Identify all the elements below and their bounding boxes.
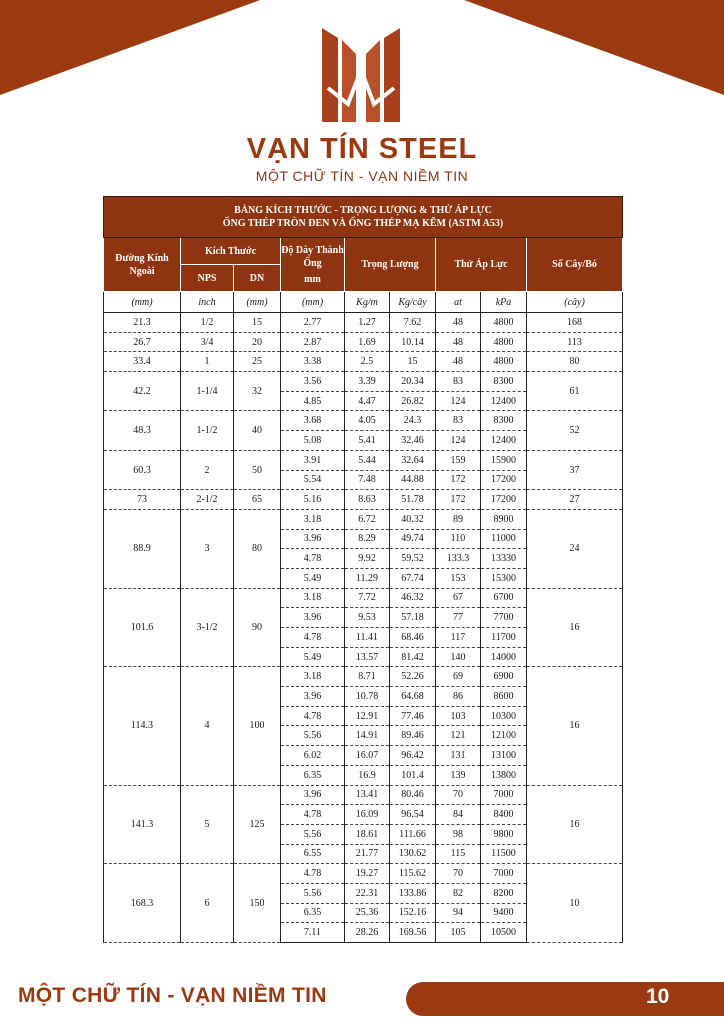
cell-wall-thickness: 5.49	[281, 568, 345, 588]
cell-pressure-at: 48	[436, 352, 481, 372]
unit-cell: (mm)	[234, 292, 281, 313]
cell-pressure-kpa: 13100	[481, 746, 527, 766]
cell-pressure-at: 105	[436, 923, 481, 943]
cell-pressure-kpa: 14000	[481, 647, 527, 667]
cell-weight-kg-piece: 89.46	[390, 726, 436, 746]
unit-cell: (mm)	[104, 292, 181, 313]
cell-pressure-kpa: 8600	[481, 687, 527, 707]
cell-weight-kg-m: 13.57	[345, 647, 390, 667]
cell-weight-kg-piece: 77.46	[390, 706, 436, 726]
cell-weight-kg-m: 8.71	[345, 667, 390, 687]
cell-pressure-kpa: 12400	[481, 431, 527, 451]
cell-pieces-per-bundle: 80	[527, 352, 623, 372]
cell-weight-kg-m: 22.31	[345, 883, 390, 903]
cell-pressure-at: 70	[436, 864, 481, 884]
cell-weight-kg-piece: 68.46	[390, 628, 436, 648]
cell-pressure-kpa: 4800	[481, 332, 527, 352]
cell-weight-kg-m: 28.26	[345, 923, 390, 943]
cell-dn: 15	[234, 313, 281, 333]
cell-weight-kg-piece: 20.34	[390, 372, 436, 392]
table-row	[104, 372, 623, 392]
table-body	[104, 313, 623, 943]
table-row	[104, 332, 623, 352]
cell-weight-kg-m: 5.41	[345, 431, 390, 451]
cell-wall-thickness: 3.91	[281, 450, 345, 470]
cell-weight-kg-piece: 15	[390, 352, 436, 372]
cell-weight-kg-piece: 130.62	[390, 844, 436, 864]
cell-nps: 1-1/4	[181, 372, 234, 411]
cell-pressure-kpa: 6900	[481, 667, 527, 687]
cell-pressure-kpa: 13330	[481, 549, 527, 569]
header-weight: Trọng Lượng	[345, 238, 436, 292]
units-row	[104, 292, 623, 313]
page-number: 10	[646, 985, 670, 1008]
table-row	[104, 411, 623, 431]
cell-weight-kg-piece: 80.46	[390, 785, 436, 805]
cell-weight-kg-m: 16.09	[345, 805, 390, 825]
cell-outer-diameter: 114.3	[104, 667, 181, 785]
cell-pressure-at: 89	[436, 509, 481, 529]
cell-dn: 80	[234, 509, 281, 588]
cell-pressure-at: 172	[436, 470, 481, 490]
table-row	[104, 450, 623, 470]
cell-pressure-kpa: 8300	[481, 411, 527, 431]
cell-wall-thickness: 3.38	[281, 352, 345, 372]
cell-weight-kg-m: 25.36	[345, 903, 390, 923]
cell-pieces-per-bundle: 16	[527, 667, 623, 785]
cell-weight-kg-piece: 49.74	[390, 529, 436, 549]
cell-weight-kg-m: 11.41	[345, 628, 390, 648]
cell-pressure-kpa: 7000	[481, 864, 527, 884]
cell-weight-kg-m: 9.92	[345, 549, 390, 569]
cell-pressure-kpa: 4800	[481, 313, 527, 333]
header-wall-thickness-unit: mm	[304, 273, 321, 285]
cell-outer-diameter: 168.3	[104, 864, 181, 943]
cell-nps: 4	[181, 667, 234, 785]
cell-pieces-per-bundle: 16	[527, 785, 623, 864]
header-outer-diameter: Đường Kính Ngoài	[104, 238, 181, 292]
cell-pressure-kpa: 11000	[481, 529, 527, 549]
cell-pressure-kpa: 9400	[481, 903, 527, 923]
cell-pressure-kpa: 8200	[481, 883, 527, 903]
cell-pressure-at: 67	[436, 588, 481, 608]
cell-nps: 3	[181, 509, 234, 588]
cell-pressure-kpa: 4800	[481, 352, 527, 372]
cell-pressure-at: 172	[436, 490, 481, 510]
cell-wall-thickness: 5.16	[281, 490, 345, 510]
cell-pressure-kpa: 12100	[481, 726, 527, 746]
cell-wall-thickness: 5.49	[281, 647, 345, 667]
table-row	[104, 588, 623, 608]
cell-weight-kg-piece: 57.18	[390, 608, 436, 628]
cell-wall-thickness: 3.18	[281, 588, 345, 608]
brand-logo-icon	[318, 26, 404, 124]
unit-cell: inch	[181, 292, 234, 313]
unit-cell: (cây)	[527, 292, 623, 313]
cell-nps: 3-1/2	[181, 588, 234, 667]
cell-pressure-at: 131	[436, 746, 481, 766]
cell-weight-kg-piece: 52.26	[390, 667, 436, 687]
cell-dn: 40	[234, 411, 281, 450]
header-pieces-per-bundle: Số Cây/Bó	[527, 238, 623, 292]
cell-pressure-kpa: 8900	[481, 509, 527, 529]
cell-pressure-kpa: 8300	[481, 372, 527, 392]
cell-wall-thickness: 5.08	[281, 431, 345, 451]
table-title-line1: BẢNG KÍCH THƯỚC - TRỌNG LƯỢNG & THỬ ÁP LỰC	[234, 205, 492, 216]
cell-pressure-kpa: 17200	[481, 490, 527, 510]
cell-pressure-at: 48	[436, 313, 481, 333]
table-row	[104, 313, 623, 333]
cell-weight-kg-m: 7.48	[345, 470, 390, 490]
cell-pressure-kpa: 13800	[481, 765, 527, 785]
cell-wall-thickness: 6.02	[281, 746, 345, 766]
cell-outer-diameter: 21.3	[104, 313, 181, 333]
unit-cell: Kg/m	[345, 292, 390, 313]
cell-pressure-kpa: 10300	[481, 706, 527, 726]
cell-weight-kg-m: 9.53	[345, 608, 390, 628]
footer-slogan: MỘT CHỮ TÍN - VẠN NIỀM TIN	[18, 984, 327, 1007]
cell-wall-thickness: 7.11	[281, 923, 345, 943]
cell-pieces-per-bundle: 61	[527, 372, 623, 411]
cell-weight-kg-piece: 111.66	[390, 824, 436, 844]
cell-pressure-at: 153	[436, 568, 481, 588]
cell-pieces-per-bundle: 113	[527, 332, 623, 352]
cell-dn: 32	[234, 372, 281, 411]
cell-weight-kg-m: 16.07	[345, 746, 390, 766]
cell-nps: 1-1/2	[181, 411, 234, 450]
cell-weight-kg-m: 6.72	[345, 509, 390, 529]
cell-weight-kg-piece: 40.32	[390, 509, 436, 529]
cell-wall-thickness: 4.78	[281, 706, 345, 726]
cell-pressure-kpa: 11500	[481, 844, 527, 864]
cell-pressure-at: 48	[436, 332, 481, 352]
brand-name: VẠN TÍN STEEL	[246, 133, 478, 165]
cell-weight-kg-m: 11.29	[345, 568, 390, 588]
cell-dn: 100	[234, 667, 281, 785]
cell-pressure-at: 139	[436, 765, 481, 785]
cell-nps: 3/4	[181, 332, 234, 352]
spec-table	[103, 196, 623, 943]
unit-cell: (mm)	[281, 292, 345, 313]
cell-pressure-at: 121	[436, 726, 481, 746]
cell-weight-kg-m: 10.78	[345, 687, 390, 707]
cell-pressure-at: 83	[436, 411, 481, 431]
cell-wall-thickness: 4.78	[281, 864, 345, 884]
cell-pressure-at: 133.3	[436, 549, 481, 569]
cell-outer-diameter: 88.9	[104, 509, 181, 588]
cell-dn: 65	[234, 490, 281, 510]
cell-outer-diameter: 141.3	[104, 785, 181, 864]
cell-weight-kg-m: 1.69	[345, 332, 390, 352]
cell-wall-thickness: 2.87	[281, 332, 345, 352]
cell-weight-kg-m: 4.47	[345, 391, 390, 411]
cell-pressure-kpa: 7000	[481, 785, 527, 805]
cell-wall-thickness: 6.35	[281, 903, 345, 923]
cell-weight-kg-piece: 67.74	[390, 568, 436, 588]
cell-weight-kg-m: 13.41	[345, 785, 390, 805]
cell-weight-kg-m: 8.29	[345, 529, 390, 549]
cell-wall-thickness: 6.35	[281, 765, 345, 785]
cell-pieces-per-bundle: 27	[527, 490, 623, 510]
cell-wall-thickness: 3.18	[281, 667, 345, 687]
cell-pressure-at: 84	[436, 805, 481, 825]
cell-pressure-kpa: 15300	[481, 568, 527, 588]
cell-pressure-kpa: 11700	[481, 628, 527, 648]
cell-wall-thickness: 4.78	[281, 805, 345, 825]
cell-weight-kg-piece: 81.42	[390, 647, 436, 667]
cell-pressure-at: 94	[436, 903, 481, 923]
table-row	[104, 864, 623, 884]
cell-dn: 20	[234, 332, 281, 352]
cell-pressure-at: 70	[436, 785, 481, 805]
cell-weight-kg-piece: 51.78	[390, 490, 436, 510]
cell-dn: 90	[234, 588, 281, 667]
unit-cell: kPa	[481, 292, 527, 313]
unit-cell: at	[436, 292, 481, 313]
cell-pressure-kpa: 15900	[481, 450, 527, 470]
cell-outer-diameter: 33.4	[104, 352, 181, 372]
table-title-line2: ỐNG THÉP TRÒN ĐEN VÀ ỐNG THÉP MẠ KẼM (ASTM A53)	[222, 218, 504, 229]
cell-dn: 25	[234, 352, 281, 372]
cell-wall-thickness: 4.78	[281, 549, 345, 569]
cell-weight-kg-piece: 115.62	[390, 864, 436, 884]
cell-wall-thickness: 5.56	[281, 824, 345, 844]
footer-bar	[406, 982, 724, 1016]
table-row	[104, 785, 623, 805]
cell-pressure-at: 83	[436, 372, 481, 392]
cell-pressure-kpa: 17200	[481, 470, 527, 490]
cell-weight-kg-piece: 64.68	[390, 687, 436, 707]
cell-pressure-at: 124	[436, 391, 481, 411]
cell-weight-kg-piece: 59.52	[390, 549, 436, 569]
cell-weight-kg-piece: 152.16	[390, 903, 436, 923]
cell-outer-diameter: 26.7	[104, 332, 181, 352]
cell-pieces-per-bundle: 24	[527, 509, 623, 588]
cell-nps: 1/2	[181, 313, 234, 333]
cell-nps: 6	[181, 864, 234, 943]
cell-dn: 150	[234, 864, 281, 943]
cell-pieces-per-bundle: 168	[527, 313, 623, 333]
header-wall-thickness	[281, 238, 345, 292]
cell-pressure-at: 159	[436, 450, 481, 470]
cell-pressure-kpa: 9800	[481, 824, 527, 844]
cell-outer-diameter: 48.3	[104, 411, 181, 450]
header-wall-thickness-label: Độ Dày Thành Ống	[281, 244, 344, 269]
cell-weight-kg-m: 18.61	[345, 824, 390, 844]
cell-weight-kg-m: 2.5	[345, 352, 390, 372]
cell-weight-kg-piece: 44.88	[390, 470, 436, 490]
cell-pressure-at: 140	[436, 647, 481, 667]
cell-pressure-at: 98	[436, 824, 481, 844]
cell-weight-kg-piece: 101.4	[390, 765, 436, 785]
unit-cell: Kg/cây	[390, 292, 436, 313]
cell-nps: 1	[181, 352, 234, 372]
cell-wall-thickness: 3.96	[281, 785, 345, 805]
cell-wall-thickness: 4.78	[281, 628, 345, 648]
cell-weight-kg-piece: 7.62	[390, 313, 436, 333]
cell-weight-kg-m: 3.39	[345, 372, 390, 392]
cell-pressure-at: 69	[436, 667, 481, 687]
brand-slogan: MỘT CHỮ TÍN - VẠN NIỀM TIN	[255, 168, 469, 184]
cell-weight-kg-m: 16.9	[345, 765, 390, 785]
cell-pressure-at: 124	[436, 431, 481, 451]
cell-outer-diameter: 73	[104, 490, 181, 510]
cell-weight-kg-piece: 96.42	[390, 746, 436, 766]
header-size: Kích Thước	[181, 238, 281, 265]
cell-pieces-per-bundle: 10	[527, 864, 623, 943]
cell-wall-thickness: 5.56	[281, 726, 345, 746]
cell-pressure-at: 117	[436, 628, 481, 648]
cell-outer-diameter: 101.6	[104, 588, 181, 667]
cell-weight-kg-m: 12.91	[345, 706, 390, 726]
cell-pressure-kpa: 6700	[481, 588, 527, 608]
table-row	[104, 352, 623, 372]
cell-weight-kg-piece: 26.82	[390, 391, 436, 411]
table-row	[104, 667, 623, 687]
cell-pressure-at: 115	[436, 844, 481, 864]
cell-weight-kg-piece: 169.56	[390, 923, 436, 943]
cell-pressure-kpa: 8400	[481, 805, 527, 825]
cell-nps: 2	[181, 450, 234, 489]
cell-weight-kg-piece: 46.32	[390, 588, 436, 608]
cell-weight-kg-m: 19.27	[345, 864, 390, 884]
cell-wall-thickness: 3.56	[281, 372, 345, 392]
cell-weight-kg-m: 14.91	[345, 726, 390, 746]
cell-weight-kg-m: 4.05	[345, 411, 390, 431]
cell-pressure-kpa: 10500	[481, 923, 527, 943]
cell-weight-kg-piece: 32.46	[390, 431, 436, 451]
cell-wall-thickness: 5.54	[281, 470, 345, 490]
header-pressure-test: Thử Áp Lực	[436, 238, 527, 292]
header-dn: DN	[234, 265, 281, 292]
table-row	[104, 490, 623, 510]
header-nps: NPS	[181, 265, 234, 292]
cell-weight-kg-piece: 96.54	[390, 805, 436, 825]
cell-wall-thickness: 3.18	[281, 509, 345, 529]
cell-weight-kg-piece: 133.86	[390, 883, 436, 903]
cell-weight-kg-piece: 24.3	[390, 411, 436, 431]
cell-pieces-per-bundle: 37	[527, 450, 623, 489]
cell-weight-kg-m: 8.63	[345, 490, 390, 510]
cell-wall-thickness: 4.85	[281, 391, 345, 411]
cell-weight-kg-m: 5.44	[345, 450, 390, 470]
table-row	[104, 509, 623, 529]
cell-pressure-at: 77	[436, 608, 481, 628]
cell-wall-thickness: 3.68	[281, 411, 345, 431]
cell-outer-diameter: 42.2	[104, 372, 181, 411]
cell-weight-kg-m: 21.77	[345, 844, 390, 864]
cell-weight-kg-piece: 32.64	[390, 450, 436, 470]
cell-pressure-at: 110	[436, 529, 481, 549]
cell-pieces-per-bundle: 52	[527, 411, 623, 450]
table-title	[104, 197, 623, 238]
cell-dn: 50	[234, 450, 281, 489]
cell-wall-thickness: 5.56	[281, 883, 345, 903]
cell-pressure-kpa: 12400	[481, 391, 527, 411]
cell-nps: 2-1/2	[181, 490, 234, 510]
cell-weight-kg-m: 1.27	[345, 313, 390, 333]
cell-pieces-per-bundle: 16	[527, 588, 623, 667]
cell-dn: 125	[234, 785, 281, 864]
cell-wall-thickness: 3.96	[281, 608, 345, 628]
cell-pressure-at: 86	[436, 687, 481, 707]
cell-pressure-kpa: 7700	[481, 608, 527, 628]
cell-wall-thickness: 3.96	[281, 687, 345, 707]
cell-pressure-at: 82	[436, 883, 481, 903]
cell-wall-thickness: 2.77	[281, 313, 345, 333]
cell-wall-thickness: 6.55	[281, 844, 345, 864]
cell-pressure-at: 103	[436, 706, 481, 726]
cell-weight-kg-m: 7.72	[345, 588, 390, 608]
cell-outer-diameter: 60.3	[104, 450, 181, 489]
cell-nps: 5	[181, 785, 234, 864]
cell-wall-thickness: 3.96	[281, 529, 345, 549]
cell-weight-kg-piece: 10.14	[390, 332, 436, 352]
